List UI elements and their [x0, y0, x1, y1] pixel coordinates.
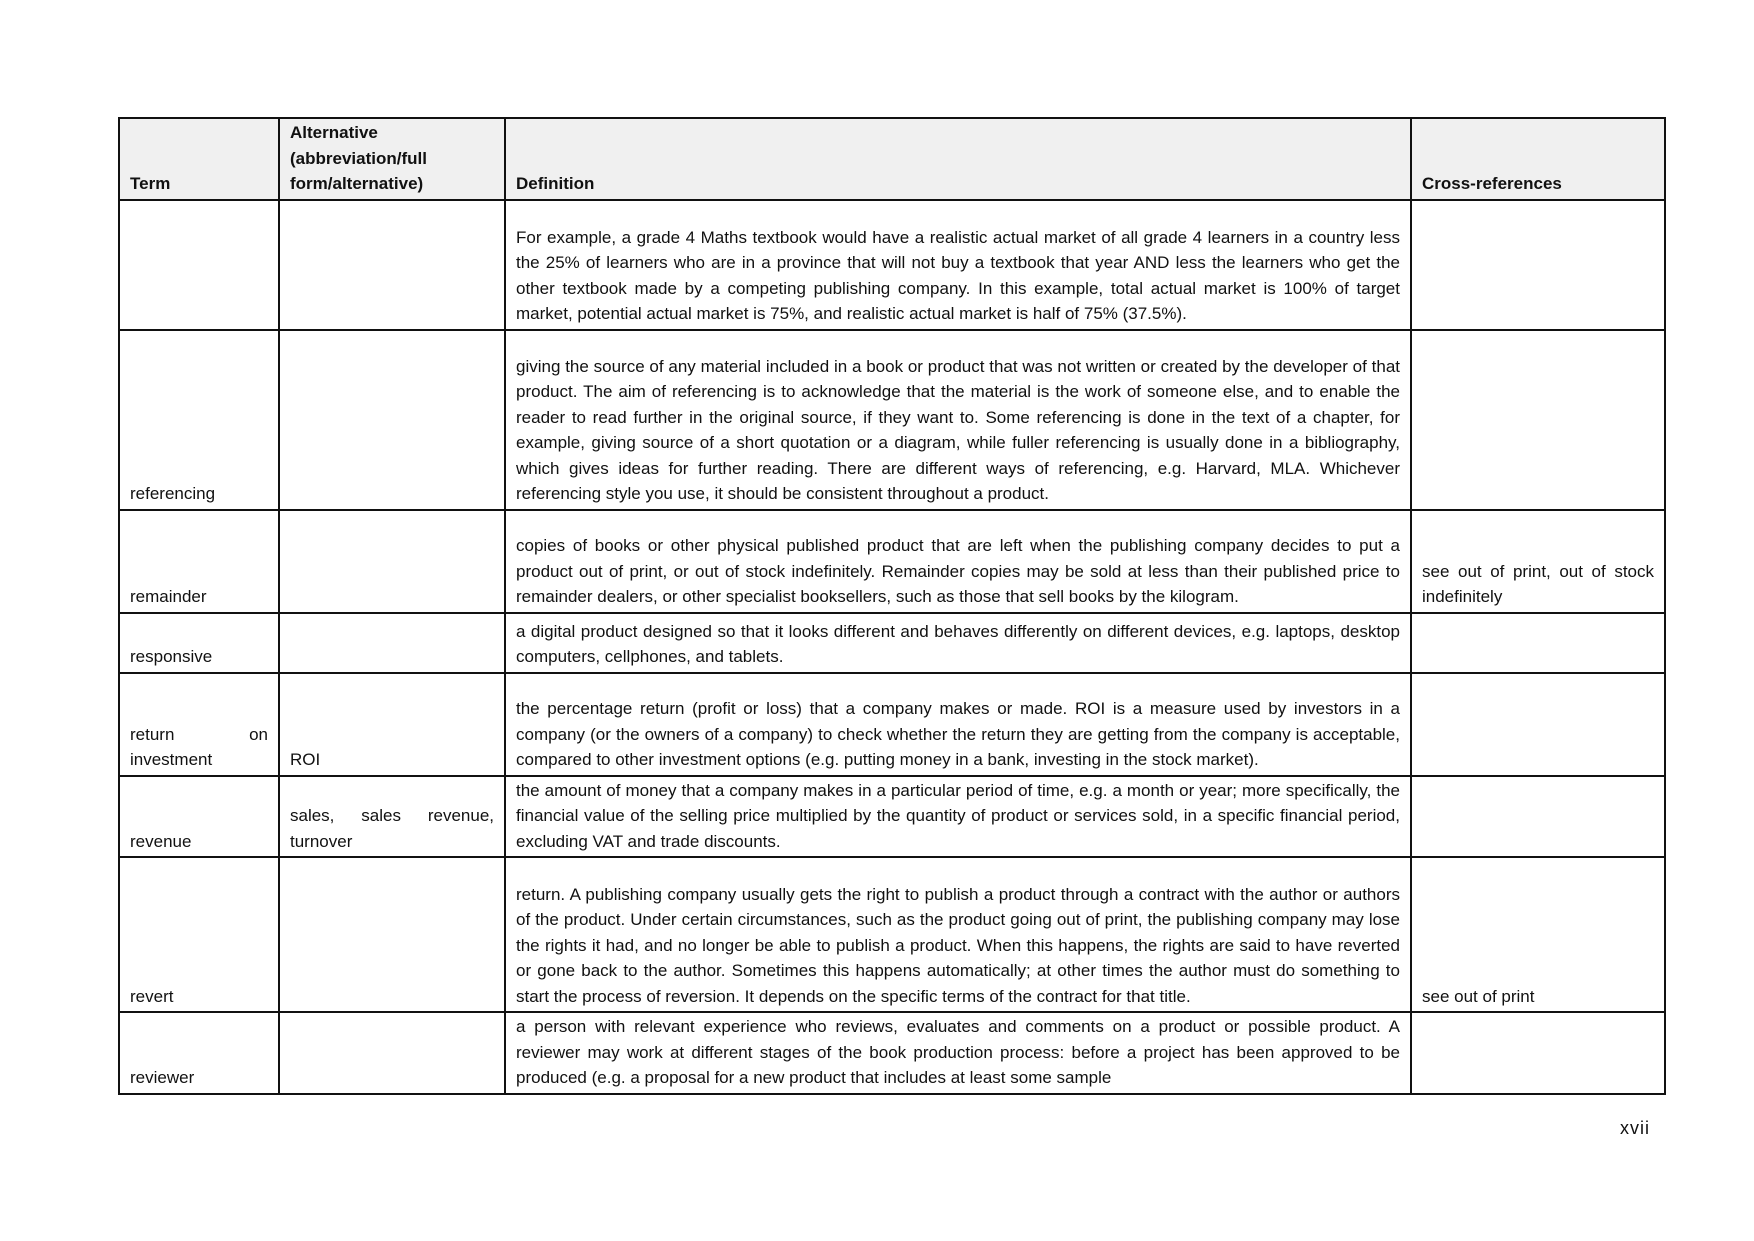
alternative-cell: sales, sales revenue, turnover: [279, 776, 505, 858]
table-row: [119, 776, 1665, 858]
term-cell: responsive: [119, 613, 279, 673]
cross-reference-cell: see out of print: [1411, 857, 1665, 1012]
cross-reference-cell: [1411, 673, 1665, 776]
glossary-table: [118, 117, 1666, 1095]
header-definition: Definition: [505, 118, 1411, 200]
table-row: [119, 330, 1665, 510]
alternative-cell: [279, 857, 505, 1012]
cross-reference-cell: [1411, 613, 1665, 673]
alternative-cell: [279, 1012, 505, 1094]
term-cell: remainder: [119, 510, 279, 613]
cross-reference-cell: [1411, 776, 1665, 858]
definition-cell: the amount of money that a company makes in a particular period of time, e.g. a month or year; more specifically, the financial value of the selling price multiplied by the quantity of product or services sold, in a specific financial period, excluding VAT and trade discounts.: [505, 776, 1411, 858]
alternative-cell: ROI: [279, 673, 505, 776]
table-row: [119, 673, 1665, 776]
alternative-cell: [279, 200, 505, 330]
term-cell: revert: [119, 857, 279, 1012]
definition-cell: copies of books or other physical published product that are left when the publishing company decides to put a product out of print, or out of stock indefinitely. Remainder copies may be sold at less than their published price to remainder dealers, or other specialist booksellers, such as those that sell books by the kilogram.: [505, 510, 1411, 613]
header-term: Term: [119, 118, 279, 200]
definition-cell: giving the source of any material included in a book or product that was not written or created by the developer of that product. The aim of referencing is to acknowledge that the material is the work of someone else, and to enable the reader to read further in the original source, if they want to. Some referencing is done in the text of a chapter, for example, giving source of a short quotation or a diagram, while fuller referencing is usually done in a bibliography, which gives ideas for further reading. There are different ways of referencing, e.g. Harvard, MLA. Whichever referencing style you use, it should be consistent throughout a product.: [505, 330, 1411, 510]
table-row: [119, 200, 1665, 330]
definition-cell: the percentage return (profit or loss) that a company makes or made. ROI is a measure used by investors in a company (or the owners of a company) to check whether the return they are getting from the company is acceptable, compared to other investment options (e.g. putting money in a bank, investing in the stock market).: [505, 673, 1411, 776]
alternative-cell: [279, 330, 505, 510]
term-cell: revenue: [119, 776, 279, 858]
term-cell: reviewer: [119, 1012, 279, 1094]
cross-reference-cell: see out of print, out of stock indefinitely: [1411, 510, 1665, 613]
header-cross-references: Cross-references: [1411, 118, 1665, 200]
glossary-page: [118, 117, 1664, 1095]
term-cell: referencing: [119, 330, 279, 510]
table-row: [119, 613, 1665, 673]
definition-cell: a digital product designed so that it looks different and behaves differently on different devices, e.g. laptops, desktop computers, cellphones, and tablets.: [505, 613, 1411, 673]
header-alternative: Alternative (abbreviation/full form/alternative): [279, 118, 505, 200]
page-number: xvii: [1620, 1118, 1650, 1138]
table-row: [119, 1012, 1665, 1094]
term-cell: [119, 200, 279, 330]
cross-reference-cell: [1411, 200, 1665, 330]
table-row: [119, 510, 1665, 613]
table-row: [119, 857, 1665, 1012]
term-cell: return on investment: [119, 673, 279, 776]
alternative-cell: [279, 510, 505, 613]
cross-reference-cell: [1411, 330, 1665, 510]
alternative-cell: [279, 613, 505, 673]
definition-cell: a person with relevant experience who reviews, evaluates and comments on a product or possible product. A reviewer may work at different stages of the book production process: before a project has been approved to be produced (e.g. a proposal for a new product that includes at least some sample: [505, 1012, 1411, 1094]
table-header-row: [119, 118, 1665, 200]
cross-reference-cell: [1411, 1012, 1665, 1094]
definition-cell: return. A publishing company usually gets the right to publish a product through a contract with the author or authors of the product. Under certain circumstances, such as the product going out of print, the publishing company may lose the rights it had, and no longer be able to publish a product. When this happens, the rights are said to have reverted or gone back to the author. Sometimes this happens automatically; at other times the author must do something to start the process of reversion. It depends on the specific terms of the contract for that title.: [505, 857, 1411, 1012]
definition-cell: For example, a grade 4 Maths textbook would have a realistic actual market of all grade 4 learners in a country less the 25% of learners who are in a province that will not buy a textbook that year AND less the learners who get the other textbook made by a competing publishing company. In this example, total actual market is 100% of target market, potential actual market is 75%, and realistic actual market is half of 75% (37.5%).: [505, 200, 1411, 330]
